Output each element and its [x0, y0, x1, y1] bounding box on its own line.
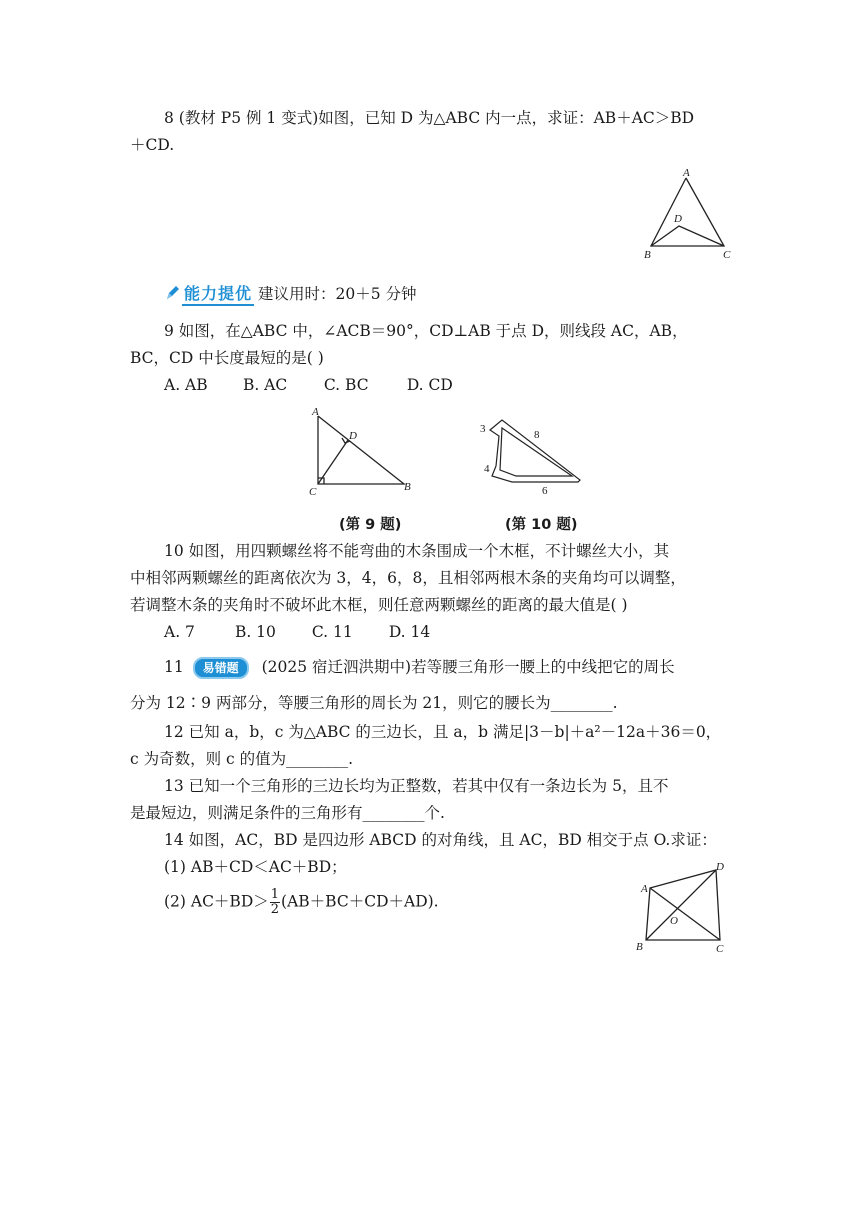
q10-label-8: 8	[534, 429, 540, 441]
q9-label-d: D	[349, 430, 357, 442]
q9-label-c: C	[309, 486, 317, 498]
q9-option-a[interactable]: A. AB	[164, 376, 208, 394]
q10-caption: (第 10 题)	[505, 517, 578, 533]
q10-line1: 10 如图，用四颗螺丝将不能弯曲的木条围成一个木框，不计螺丝大小，其	[164, 542, 670, 560]
q10-label-3: 3	[480, 423, 486, 435]
q8-line2: ＋CD.	[130, 136, 175, 154]
q10-label-4: 4	[484, 463, 490, 475]
q14-label-o: O	[670, 915, 678, 927]
q10-line2: 中相邻两颗螺丝的距离依次为 3，4，6，8，且相邻两根木条的夹角均可以调整，	[130, 569, 686, 587]
q12-line1: 12 已知 a，b，c 为△ABC 的三边长，且 a，b 满足|3－b|＋a²－12a＋36＝0，	[164, 723, 722, 741]
q9-label-a: A	[312, 406, 319, 418]
q8-label-d: D	[674, 213, 682, 225]
q8-label-c: C	[723, 249, 731, 260]
q13-line2: 是最短边，则满足条件的三角形有________个.	[130, 804, 445, 822]
q10-option-d[interactable]: D. 14	[388, 623, 431, 641]
q14-label-d: D	[716, 861, 724, 873]
fraction-numerator: 1	[270, 887, 280, 902]
q9-line2: BC，CD 中长度最短的是( )	[130, 349, 324, 367]
q14-part1: (1) AB＋CD＜AC＋BD；	[164, 858, 347, 876]
q13-line1: 13 已知一个三角形的三边长均为正整数，若其中仅有一条边长为 5，且不	[164, 777, 669, 795]
q10-option-a[interactable]: A. 7	[164, 623, 195, 641]
q10-option-b[interactable]: B. 10	[234, 623, 276, 641]
q8-label-b: B	[644, 249, 651, 260]
q10-label-6: 6	[542, 485, 548, 497]
section-header	[164, 281, 417, 305]
q14-part2-prefix: (2) AC＋BD＞	[164, 892, 269, 911]
q14-part2	[164, 888, 439, 917]
q9-right-triangle-figure	[306, 404, 422, 500]
q14-label-a: A	[641, 883, 648, 895]
q14-line1: 14 如图，AC，BD 是四边形 ABCD 的对角线，且 AC，BD 相交于点 O.求证：	[164, 831, 717, 849]
q9-option-c[interactable]: C. BC	[323, 376, 369, 394]
section-time: 建议用时：20＋5 分钟	[258, 285, 417, 303]
q8-line1: 8 (教材 P5 例 1 变式)如图，已知 D 为△ABC 内一点，求证：AB＋AC＞BD	[164, 109, 695, 127]
q9-line1: 9 如图，在△ABC 中，∠ACB＝90°，CD⊥AB 于点 D，则线段 AC，AB，	[164, 322, 688, 340]
q12-line2: c 为奇数，则 c 的值为________.	[130, 750, 354, 768]
q9-caption: (第 9 题)	[339, 517, 402, 533]
q10-line3: 若调整木条的夹角时不破坏此木框，则任意两颗螺丝的距离的最大值是( )	[130, 596, 628, 614]
q9-option-b[interactable]: B. AC	[242, 376, 288, 394]
q10-wooden-frame-figure	[472, 414, 588, 498]
q8-label-a: A	[683, 167, 690, 179]
q14-part2-suffix: (AB＋BC＋CD＋AD).	[281, 892, 439, 911]
error-prone-badge: 易错题	[193, 657, 249, 679]
one-half-fraction	[270, 888, 280, 917]
q11-line1	[164, 656, 675, 679]
fraction-denominator: 2	[270, 902, 280, 917]
q9-options	[164, 374, 453, 396]
q11-text: (2025 宿迁泗洪期中)若等腰三角形一腰上的中线把它的周长	[261, 658, 675, 676]
pencil-icon	[164, 284, 182, 302]
q14-label-c: C	[716, 943, 724, 955]
q14-label-b: B	[636, 941, 643, 953]
q10-option-c[interactable]: C. 11	[311, 623, 353, 641]
q9-option-d[interactable]: D. CD	[406, 376, 453, 394]
q14-quadrilateral-figure	[632, 858, 736, 956]
q9-label-b: B	[404, 481, 411, 493]
q8-triangle-figure	[636, 164, 736, 260]
q11-line2: 分为 12∶9 两部分，等腰三角形的周长为 21，则它的腰长为________.	[130, 694, 618, 712]
q10-options	[164, 621, 430, 643]
q11-number: 11	[164, 658, 184, 676]
section-title: 能力提优	[182, 281, 254, 306]
